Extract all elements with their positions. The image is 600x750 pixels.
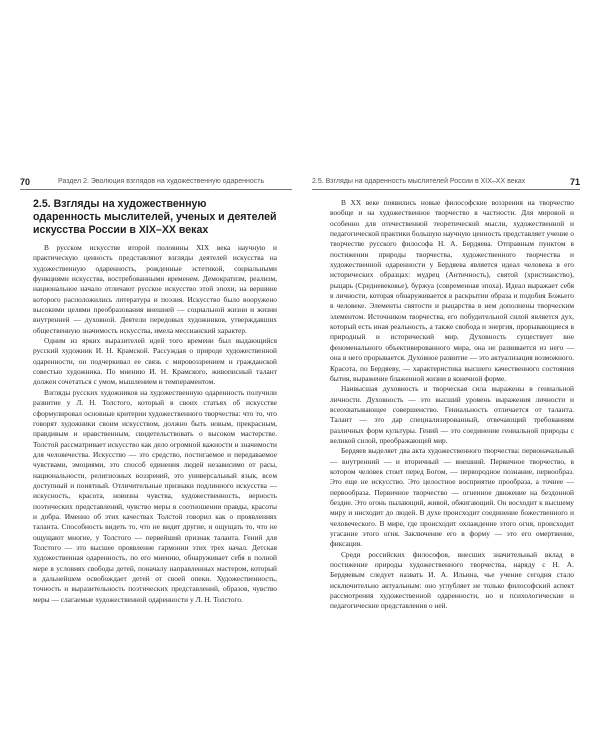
right-running-head-text: 2.5. Взгляды на одаренность мыслителей России в XIX–XX веках	[312, 178, 526, 185]
right-paragraph: Бердяев выделяет два акта художественного творчества: первоначальный — внутренний — и вторичный — внешний. Первичное творчество, в котором человек стоит перед Богом, — первородное познание, первообраз. Это еще не искусство. Это целостное восприятие прообраза, а точнее — первообраза. Первичное творчество — огненное движение на бездонной бездне. Это огонь пылающий, живой, обжигающий. Он восходит к высшему миру и нисходит до людей. В духе происходит соединение божественного и человеческого. В мире, где происходит охлаждение этого огня, происходит угасание этого огня. Заключение его в форму — это его омертвение, фиксация.	[330, 446, 574, 549]
left-page-number: 70	[20, 177, 31, 187]
left-running-head-text: Раздел 2. Эволюция взглядов на художественную одаренность	[58, 178, 265, 185]
right-paragraph: Наивысшая духовность и творческая сила выражены в гениальной личности. Духовность — это высший уровень выражения личности и всеохватывающее совершенство. Гениальность отличается от таланта. Талант — это дар специализированный, отвечающий требованиям различных форм культуры. Гений — это соединение гениальной природы с великой силой, преображающей мир.	[330, 384, 574, 445]
left-paragraph: Взгляды русских художников на художественную одаренность получили развитие у Л. Н. Толстого, который в своих статьях об искусстве сформулировал основные критерии художественного творчества: что то, что говорят художники своим искусством, должно быть новым, прекрасным, правдивым и нравственным, свидетельствовать о высоком мастерстве. Толстой рассматривает искусство как дело огромной важности и значимости для человечества. Искусство — это средство, постигаемое и передаваемое чувствами, эмоциями, это способ единения людей независимо от расы, национальности, религиозных воззрений, это универсальный язык, всем доступный и понятный. Отличительные признаки подлинного искусства — искусность, красота, новизна чувства, художественность, верность поэтических представлений, чувство меры в соотношении правды, красоты и добра. Именно об этих качествах Толстой говорил как о проявлениях таланта. Способность видеть то, что не видят другие, и ощущать то, что не ощущают многие, у Толстого — первейший признак таланта. Гений для Толстого — это высшее проявление гармонии этих трех начал. Детская художественная одаренность, по его мнению, обнаруживает себя в полной мере в условиях свободы детей, поначалу направленных мастером, который в дальнейшем освобождает детей от своей опеки. Художественность, точность и выразительность поэтических представлений, образов, чувство меры — слагаемые художественной одаренности у Л. Н. Толстого.	[33, 387, 277, 604]
right-paragraph: В XX веке появились новые философские воззрения на творчество вообще и на художественное творчество в частности. Для мировой и особенно для отечественной теоретической мысли, художественной и педагогической практики большую научную ценность представляет учение о творчестве русского философа Н. А. Бердяева. Отправным пунктом в постижении природы творчества, художественного творчества и художественной одаренности у Бердяева является идеал человека в его исторических образцах: мудрец (Античность), святой (христианство), рыцарь (Средневековье), буржуа (современная эпоха). Идеал выражает себя в личности, которая обнаруживается в раскрытии образа и подобия Божьего в человеке. Элементы святости и рыцарства в нем дополнены творческим элементом. Источником творчества, его побудительной силой является дух, который есть иная реальность, а также свобода и энергия, прорывающиеся в природный и исторический мир. Духовность существует вне феноменального объективированного мира, она не развивается из него — она в него прорывается. Духовное развитие — это актуализация возможного. Красота, по Бердяеву, — характеристика высшего качественного состояния бытия, выражение блаженной жизни в конечной форме.	[330, 198, 574, 383]
left-running-head	[20, 175, 292, 190]
right-running-head	[312, 175, 580, 190]
right-page-number: 71	[569, 177, 580, 187]
left-page-column	[33, 198, 277, 605]
left-paragraph: Одним из ярких выразителей идей того времени был выдающийся русский художник И. Н. Крамской. Рассуждая о природе художественной одаренности, он подчеркивал ее связь с мировоззрением и гражданской совестью художника. По мнению И. Н. Крамского, живописный талант должен сочетаться с умом, мышлением и темпераментом.	[33, 336, 277, 387]
right-paragraph: Среди российских философов, внесших значительный вклад в постижение природы художественного творчества, наряду с Н. А. Бердяевым следует назвать И. А. Ильина, чье учение сегодня стало исключительно актуальным: оно углубляет не только философский аспект рассмотрения художественной одаренности, но и психологические и педагогические представления о ней.	[330, 549, 574, 611]
right-page-column	[330, 198, 574, 612]
section-heading: 2.5. Взгляды на художественную одаренность мыслителей, ученых и деятелей искусства России в XIX–XX веках	[33, 198, 277, 236]
left-paragraph: В русском искусстве второй половины XIX века научную и практическую ценность представляют взгляды деятелей искусства на художественную одаренность, рожденные эстетикой, социальными функциями искусства, востребованными временем. Демократизм, реализм, национальное начало отличают русское искусство этой эпохи, на вершине которого расположились литература и поэзия. Искусство было вооружено высокими целями преобразования внешней — социальной жизни и жизни внутренней — духовной. Деятели передовых художников, утверждавших общественную значимость искусства, имела мессианский характер.	[33, 243, 277, 335]
